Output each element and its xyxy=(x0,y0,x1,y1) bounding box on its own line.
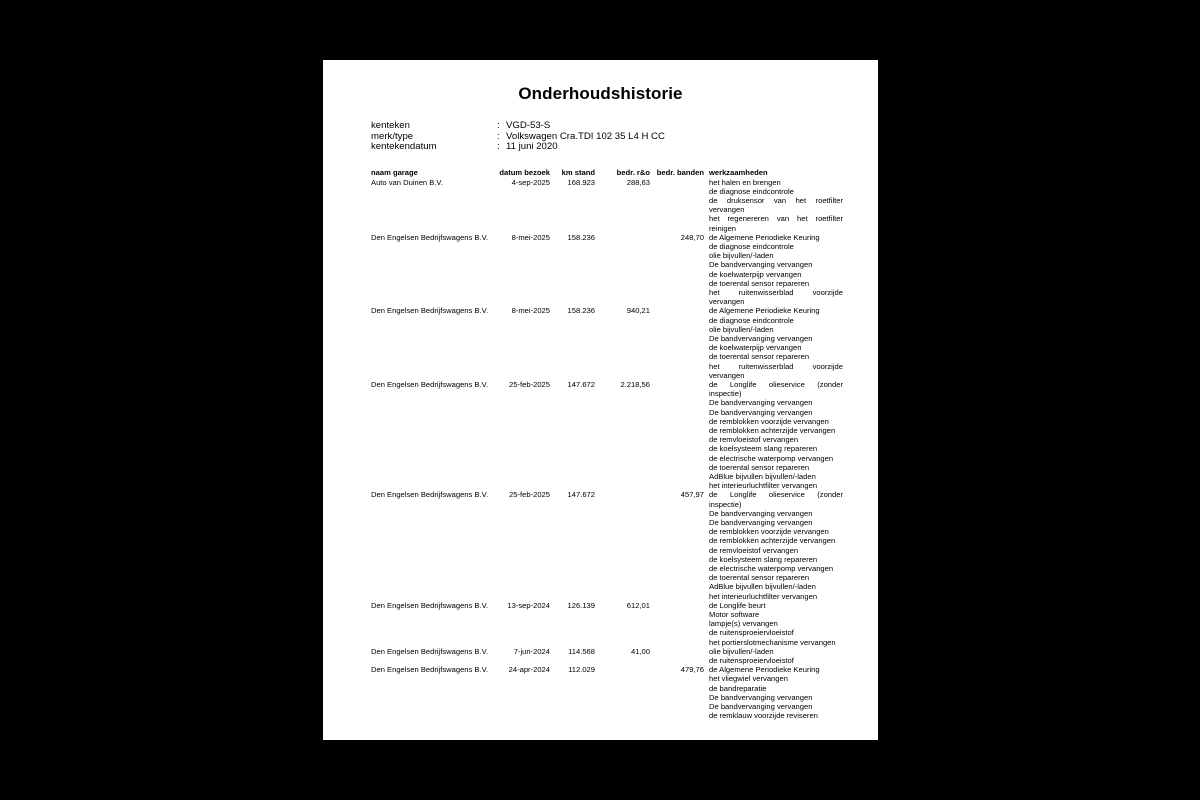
work-item: de remvloeistof vervangen xyxy=(709,545,799,555)
ro-amount-cell: 288,63 xyxy=(626,177,650,187)
work-item: het regenereren van het roetfilter xyxy=(709,214,843,224)
garage-cell: Auto van Duinen B.V. xyxy=(371,177,443,187)
vehicle-info-value: VGD-53-S xyxy=(506,120,551,131)
column-header-km: km stand xyxy=(561,168,595,177)
work-item: de druksensor van het roetfilter xyxy=(709,195,843,205)
work-item: het interieurluchtfilter vervangen xyxy=(709,591,818,601)
work-item: de remblokken achterzijde vervangen xyxy=(709,536,836,546)
page-title: Onderhoudshistorie xyxy=(518,84,683,103)
garage-cell: Den Engelsen Bedrijfswagens B.V. xyxy=(371,379,489,389)
work-item: de ruitensproeiervloeistof xyxy=(709,655,794,665)
work-item: de Longlife beurt xyxy=(709,600,766,610)
garage-cell: Den Engelsen Bedrijfswagens B.V. xyxy=(371,665,489,675)
work-item: De bandvervanging vervangen xyxy=(709,333,813,343)
work-cell xyxy=(709,490,843,600)
date-cell: 25-feb-2025 xyxy=(509,490,550,500)
km-cell: 126.139 xyxy=(567,600,595,610)
work-item: de remvloeistof vervangen xyxy=(709,435,799,445)
ro-amount-cell: 612,01 xyxy=(626,600,650,610)
work-item: de toerental sensor repareren xyxy=(709,573,810,583)
work-item: de bandreparatie xyxy=(709,683,767,693)
work-cell xyxy=(709,380,843,490)
work-item: de koelwaterpijp vervangen xyxy=(709,269,802,279)
km-cell: 147.672 xyxy=(567,490,595,500)
garage-cell: Den Engelsen Bedrijfswagens B.V. xyxy=(371,600,489,610)
work-item: de Algemene Periodieke Keuring xyxy=(709,232,820,242)
work-item: De bandvervanging vervangen xyxy=(709,398,813,408)
work-item: de toerental sensor repareren xyxy=(709,462,810,472)
work-item: De bandvervanging vervangen xyxy=(709,701,813,711)
work-item: olie bijvullen/-laden xyxy=(709,324,774,334)
work-cell xyxy=(709,178,843,233)
work-cell xyxy=(709,233,843,307)
work-item: het interieurluchtfilter vervangen xyxy=(709,481,818,491)
work-item: reinigen xyxy=(709,223,737,233)
ro-amount-cell: 940,21 xyxy=(626,306,650,316)
work-item: De bandvervanging vervangen xyxy=(709,517,813,527)
work-item: De bandvervanging vervangen xyxy=(709,508,813,518)
work-item: de remblokken achterzijde vervangen xyxy=(709,425,836,435)
work-cell xyxy=(709,601,843,647)
work-item: de Longlife olieservice (zonder xyxy=(709,490,843,500)
garage-cell: Den Engelsen Bedrijfswagens B.V. xyxy=(371,232,489,242)
work-item: de koelwaterpijp vervangen xyxy=(709,343,802,353)
vehicle-info-separator: : xyxy=(497,130,500,142)
work-item: de electrische waterpomp vervangen xyxy=(709,563,834,573)
vehicle-info-label: merk/type xyxy=(371,130,414,142)
garage-cell: Den Engelsen Bedrijfswagens B.V. xyxy=(371,306,489,316)
date-cell: 13-sep-2024 xyxy=(507,600,550,610)
km-cell: 114.568 xyxy=(568,646,595,656)
work-cell xyxy=(709,665,843,720)
work-cell xyxy=(709,647,843,665)
work-item: de toerental sensor repareren xyxy=(709,278,810,288)
ro-amount-cell: 2.218,56 xyxy=(620,379,650,389)
banden-amount-cell: 479,76 xyxy=(680,665,704,675)
vehicle-info-separator: : xyxy=(497,120,500,131)
work-item: olie bijvullen/-laden xyxy=(709,251,774,261)
work-item: de diagnose eindcontrole xyxy=(709,186,794,196)
work-item: De bandvervanging vervangen xyxy=(709,407,813,417)
work-item: AdBlue bijvullen bijvullen/-laden xyxy=(709,582,816,592)
garage-cell: Den Engelsen Bedrijfswagens B.V. xyxy=(371,646,489,656)
column-header-ro: bedr. r&o xyxy=(616,168,650,177)
vehicle-info-value: Volkswagen Cra.TDI 102 35 L4 H CC xyxy=(506,130,665,142)
vehicle-info xyxy=(371,121,665,153)
work-item: lampje(s) vervangen xyxy=(709,619,778,629)
work-cell xyxy=(709,306,843,380)
work-item: de diagnose eindcontrole xyxy=(709,315,794,325)
work-item: de Algemene Periodieke Keuring xyxy=(709,306,820,316)
date-cell: 7-jun-2024 xyxy=(513,646,550,656)
work-item: de diagnose eindcontrole xyxy=(709,241,794,251)
vehicle-info-value: 11 juni 2020 xyxy=(506,141,558,152)
work-item: het halen en brengen xyxy=(709,177,781,187)
work-item: de koelsysteem slang repareren xyxy=(709,444,818,454)
column-header-banden: bedr. banden xyxy=(656,168,704,177)
work-item: het vliegwiel vervangen xyxy=(709,674,788,684)
vehicle-info-row xyxy=(371,121,665,132)
work-item: vervangen xyxy=(709,370,745,380)
work-item: De bandvervanging vervangen xyxy=(709,260,813,270)
banden-amount-cell: 457,97 xyxy=(680,490,704,500)
work-item: de Longlife olieservice (zonder xyxy=(709,379,843,389)
ro-amount-cell: 41,00 xyxy=(630,646,650,656)
km-cell: 158.236 xyxy=(567,306,595,316)
date-cell: 25-feb-2025 xyxy=(509,379,550,389)
work-item: Motor software xyxy=(709,609,760,619)
vehicle-info-separator: : xyxy=(497,141,500,152)
work-item: de remblokken voorzijde vervangen xyxy=(709,527,829,537)
work-item: de remblokken voorzijde vervangen xyxy=(709,416,829,426)
work-item: vervangen xyxy=(709,205,745,215)
km-cell: 168.923 xyxy=(567,177,595,187)
date-cell: 24-apr-2024 xyxy=(508,665,550,675)
column-header-garage: naam garage xyxy=(371,168,418,177)
vehicle-info-row xyxy=(371,142,665,153)
work-item: de koelsysteem slang repareren xyxy=(709,554,818,564)
column-header-date: datum bezoek xyxy=(499,168,550,177)
column-header-work: werkzaamheden xyxy=(709,168,768,177)
work-item: het ruitenwisserblad voorzijde xyxy=(709,361,843,371)
garage-cell: Den Engelsen Bedrijfswagens B.V. xyxy=(371,490,489,500)
date-cell: 8-mei-2025 xyxy=(511,232,550,242)
work-item: het portierslotmechanisme vervangen xyxy=(709,637,836,647)
work-item: AdBlue bijvullen bijvullen/-laden xyxy=(709,471,816,481)
work-item: de remklauw voorzijde reviseren xyxy=(709,711,818,721)
work-item: De bandvervanging vervangen xyxy=(709,692,813,702)
work-item: het ruitenwisserblad voorzijde xyxy=(709,287,843,297)
km-cell: 147.672 xyxy=(567,379,595,389)
work-item: olie bijvullen/-laden xyxy=(709,646,774,656)
date-cell: 4-sep-2025 xyxy=(511,177,550,187)
km-cell: 112.029 xyxy=(568,665,595,675)
work-item: vervangen xyxy=(709,297,745,307)
km-cell: 158.236 xyxy=(567,232,595,242)
work-item: de Algemene Periodieke Keuring xyxy=(709,665,820,675)
document-page xyxy=(323,60,878,740)
vehicle-info-label: kenteken xyxy=(371,120,410,131)
vehicle-info-label: kentekendatum xyxy=(371,141,437,152)
work-item: de electrische waterpomp vervangen xyxy=(709,453,834,463)
work-item: de ruitensproeiervloeistof xyxy=(709,628,794,638)
date-cell: 8-mei-2025 xyxy=(511,306,550,316)
work-item: de toerental sensor repareren xyxy=(709,352,810,362)
banden-amount-cell: 248,70 xyxy=(680,232,704,242)
work-item: inspectie) xyxy=(709,389,742,399)
work-item: inspectie) xyxy=(709,499,742,509)
